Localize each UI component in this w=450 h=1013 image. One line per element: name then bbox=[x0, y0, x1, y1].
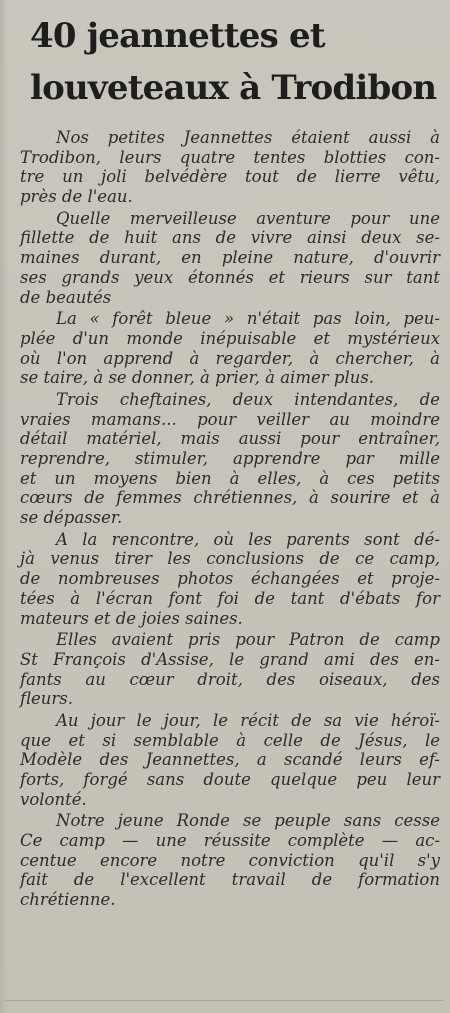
text-line: Nos petites Jeannettes étaient aussi à bbox=[56, 128, 440, 147]
text-line: volonté. bbox=[20, 789, 87, 809]
text-line: cœurs de femmes chrétiennes, à sourire et à bbox=[20, 488, 440, 508]
text-line: Ce camp — une réussite complète — ac- bbox=[20, 831, 440, 851]
article-paragraph bbox=[20, 309, 440, 388]
text-line: La « forêt bleue » n'était pas loin, peu- bbox=[56, 309, 440, 329]
text-line: que et si semblable à celle de Jésus, le bbox=[20, 730, 440, 750]
bottom-divider bbox=[6, 1000, 444, 1001]
text-line: de nombreuses photos échangées et proje- bbox=[20, 569, 440, 589]
article-title bbox=[30, 10, 445, 114]
article-paragraph bbox=[20, 811, 440, 909]
page-fold-shadow bbox=[0, 0, 8, 1013]
article-paragraph bbox=[20, 711, 440, 809]
text-line: St François d'Assise, le grand ami des en- bbox=[20, 649, 440, 669]
title-line: louveteaux à Trodibon bbox=[30, 68, 437, 108]
text-line: reprendre, stimuler, apprendre par mille bbox=[20, 449, 440, 468]
text-line: de beautés bbox=[20, 287, 112, 307]
text-line: ses grands yeux étonnés et rieurs sur tant bbox=[20, 267, 440, 287]
text-line: fait de l'excellent travail de formation bbox=[20, 870, 440, 890]
text-line: centue encore notre conviction qu'il s'y bbox=[20, 850, 440, 870]
text-line: Trois cheftaines, deux intendantes, de bbox=[56, 389, 440, 409]
text-line: détail matériel, mais aussi pour entraîner, bbox=[20, 429, 440, 449]
text-line: Notre jeune Ronde se peuple sans cesse bbox=[56, 811, 440, 831]
text-line: plée d'un monde inépuisable et mystérieux bbox=[20, 328, 440, 348]
text-line: mateurs et de joies saines. bbox=[20, 608, 243, 628]
article-paragraph bbox=[20, 390, 440, 528]
text-line: chrétienne. bbox=[20, 890, 116, 910]
article-paragraph bbox=[20, 209, 440, 307]
text-line: jà venus tirer les conclusions de ce camp, bbox=[20, 549, 440, 569]
text-line: tées à l'écran font foi de tant d'ébats for bbox=[20, 588, 440, 608]
text-line: se taire, à se donner, à prier, à aimer plus. bbox=[20, 368, 375, 388]
text-line: tre un joli belvédère tout de lierre vêtu, bbox=[20, 167, 440, 187]
text-line: près de l'eau. bbox=[20, 187, 133, 207]
text-line: maines durant, en pleine nature, d'ouvrir bbox=[20, 248, 440, 268]
text-line: Modèle des Jeannettes, a scandé leurs ef- bbox=[20, 750, 440, 770]
text-line: Au jour le jour, le récit de sa vie héroï- bbox=[56, 710, 440, 730]
text-line: Quelle merveilleuse aventure pour une bbox=[56, 208, 440, 228]
text-line: où l'on apprend à regarder, à chercher, à bbox=[20, 348, 440, 368]
article-body bbox=[20, 128, 440, 912]
text-line: se dépasser. bbox=[20, 508, 123, 528]
text-line: forts, forgé sans doute quelque peu leur bbox=[20, 770, 440, 789]
article-paragraph bbox=[20, 128, 440, 207]
text-line: fillette de huit ans de vivre ainsi deux se- bbox=[20, 228, 440, 248]
title-line: 40 jeannettes et bbox=[30, 16, 325, 56]
text-line: fleurs. bbox=[20, 689, 73, 709]
text-line: Elles avaient pris pour Patron de camp bbox=[56, 630, 440, 650]
text-line: fants au cœur droit, des oiseaux, des bbox=[20, 669, 440, 689]
text-line: Trodibon, leurs quatre tentes blotties con- bbox=[20, 147, 440, 167]
article-paragraph bbox=[20, 530, 440, 628]
text-line: A la rencontre, où les parents sont dé- bbox=[56, 529, 440, 549]
text-line: et un moyens bien à elles, à ces petits bbox=[20, 468, 440, 488]
text-line: vraies mamans... pour veiller au moindre bbox=[20, 409, 440, 429]
article-paragraph bbox=[20, 630, 440, 709]
